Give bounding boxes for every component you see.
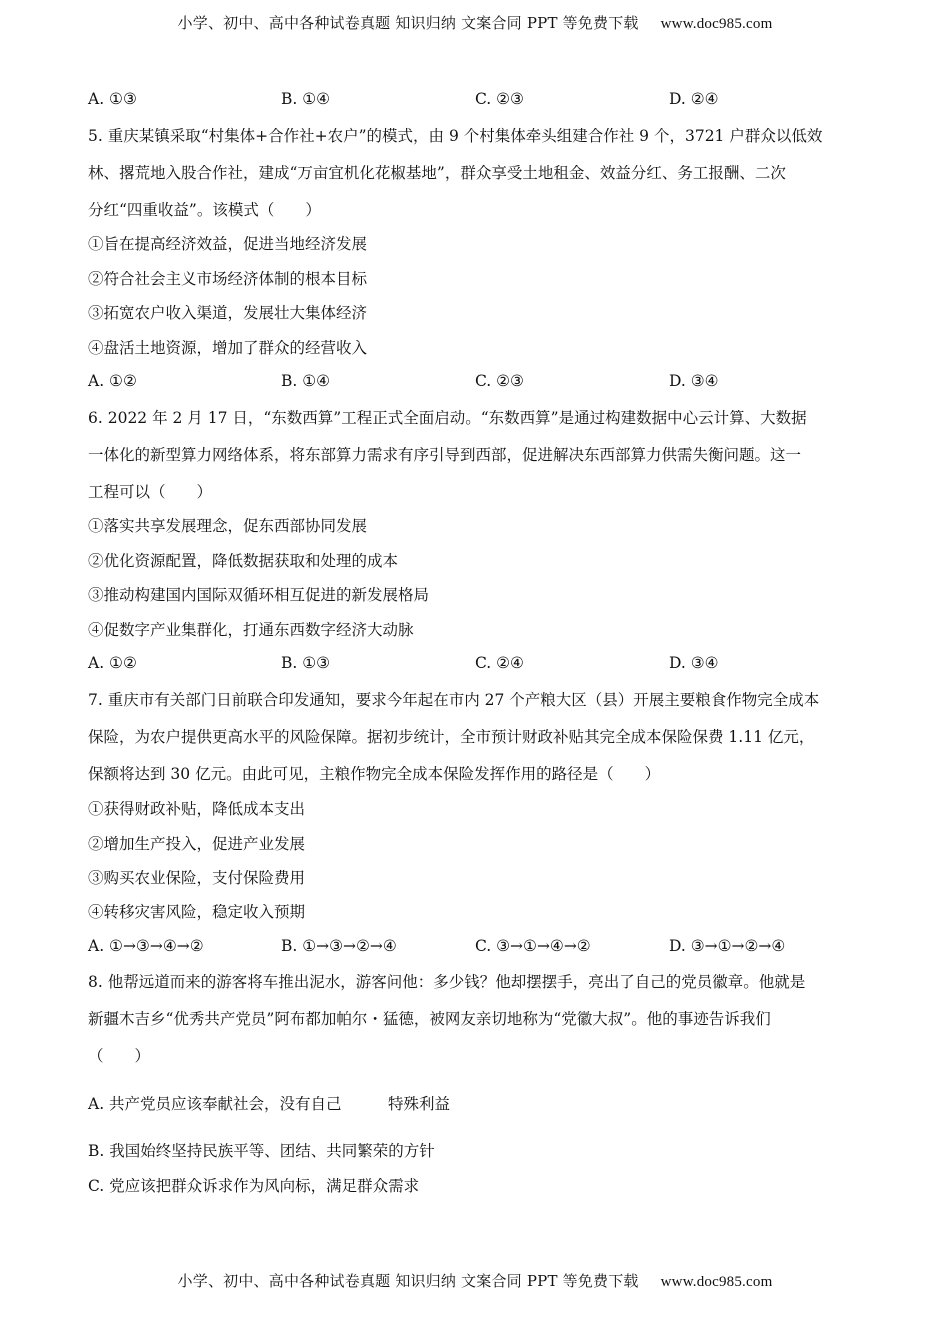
q5-stem-line-2: 林、撂荒地入股合作社，建成“万亩宜机化花椒基地”，群众享受土地租金、效益分红、务工报酬、二次: [88, 164, 786, 182]
q4-option-d[interactable]: D. ②④: [669, 90, 719, 108]
footer-text: 小学、初中、高中各种试卷真题 知识归纳 文案合同 PPT 等免费下载: [177, 1272, 639, 1290]
q7-stem-line-1: 7. 重庆市有关部门日前联合印发通知，要求今年起在市内 27 个产粮大区（县）开展主要粮食作物完全成本: [88, 691, 820, 709]
q6-stem-line-2: 一体化的新型算力网络体系，将东部算力需求有序引导到西部，促进解决东西部算力供需失衡问题。这一: [88, 446, 802, 464]
page-footer: [0, 1270, 950, 1291]
q7-options: [88, 937, 868, 957]
q8-option-c[interactable]: C. 党应该把群众诉求作为风向标，满足群众需求: [88, 1177, 420, 1195]
q4-option-b[interactable]: B. ①④: [281, 90, 331, 108]
q8-stem-line-2: 新疆木吉乡“优秀共产党员”阿布都加帕尔・猛德，被网友亲切地称为“党徽大叔”。他的事迹告诉我们: [88, 1010, 771, 1028]
q5-stem-line-1: 5. 重庆某镇采取“村集体+合作社+农户”的模式，由 9 个村集体牵头组建合作社 9 个，3721 户群众以低效: [88, 127, 823, 145]
q4-option-a[interactable]: A. ①③: [88, 90, 137, 108]
q6-item-3: ③推动构建国内国际双循环相互促进的新发展格局: [88, 586, 430, 604]
q7-stem-line-2: 保险，为农户提供更高水平的风险保障。据初步统计，全市预计财政补贴其完全成本保险保费 1.11 亿元，: [88, 728, 815, 746]
q6-option-a[interactable]: A. ①②: [88, 654, 137, 672]
q6-item-1: ①落实共享发展理念，促东西部协同发展: [88, 517, 368, 535]
q7-option-b[interactable]: B. ①→③→②→④: [281, 937, 397, 955]
q7-option-a[interactable]: A. ①→③→④→②: [88, 937, 204, 955]
q5-options: [88, 372, 868, 392]
q5-option-c[interactable]: C. ②③: [475, 372, 524, 390]
q6-option-b[interactable]: B. ①③: [281, 654, 331, 672]
q7-item-2: ②增加生产投入，促进产业发展: [88, 835, 306, 853]
q7-option-d[interactable]: D. ③→①→②→④: [669, 937, 786, 955]
q7-item-3: ③购买农业保险，支付保险费用: [88, 869, 306, 887]
page-header: [0, 12, 950, 33]
q6-options: [88, 654, 868, 674]
q6-stem-line-3: 工程可以（ ）: [88, 483, 213, 501]
header-text: 小学、初中、高中各种试卷真题 知识归纳 文案合同 PPT 等免费下载: [177, 14, 639, 32]
q5-item-4: ④盘活土地资源，增加了群众的经营收入: [88, 339, 368, 357]
q5-option-d[interactable]: D. ③④: [669, 372, 719, 390]
q7-item-1: ①获得财政补贴，降低成本支出: [88, 800, 306, 818]
q7-stem-line-3: 保额将达到 30 亿元。由此可见，主粮作物完全成本保险发挥作用的路径是（ ）: [88, 765, 661, 783]
q6-option-d[interactable]: D. ③④: [669, 654, 719, 672]
q8-option-a[interactable]: A. 共产党员应该奉献社会，没有自己 特殊利益: [88, 1095, 451, 1113]
q4-option-c[interactable]: C. ②③: [475, 90, 524, 108]
q6-option-c[interactable]: C. ②④: [475, 654, 524, 672]
q6-item-2: ②优化资源配置，降低数据获取和处理的成本: [88, 552, 399, 570]
q5-item-2: ②符合社会主义市场经济体制的根本目标: [88, 270, 368, 288]
q6-item-4: ④促数字产业集群化，打通东西数字经济大动脉: [88, 621, 414, 639]
q8-stem-line-3: （ ）: [88, 1047, 151, 1065]
q5-option-b[interactable]: B. ①④: [281, 372, 331, 390]
q7-item-4: ④转移灾害风险，稳定收入预期: [88, 903, 306, 921]
q8-stem-line-1: 8. 他帮远道而来的游客将车推出泥水，游客问他：多少钱？他却摆摆手，亮出了自己的党员徽章。他就是: [88, 973, 806, 991]
q4-options: [88, 90, 868, 110]
q5-item-3: ③拓宽农户收入渠道，发展壮大集体经济: [88, 304, 368, 322]
footer-url[interactable]: www.doc985.com: [660, 1274, 773, 1290]
header-url[interactable]: www.doc985.com: [660, 16, 773, 32]
q5-stem-line-3: 分红“四重收益”。该模式（ ）: [88, 201, 321, 219]
q6-stem-line-1: 6. 2022 年 2 月 17 日，“东数西算”工程正式全面启动。“东数西算”是通过构建数据中心云计算、大数据: [88, 409, 807, 427]
q7-option-c[interactable]: C. ③→①→④→②: [475, 937, 591, 955]
q8-option-b[interactable]: B. 我国始终坚持民族平等、团结、共同繁荣的方针: [88, 1142, 435, 1160]
q5-option-a[interactable]: A. ①②: [88, 372, 137, 390]
q5-item-1: ①旨在提高经济效益，促进当地经济发展: [88, 235, 368, 253]
